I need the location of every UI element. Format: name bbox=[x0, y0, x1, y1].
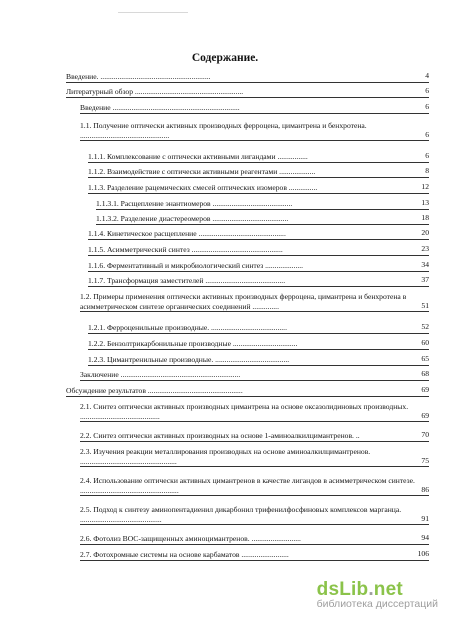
toc-entry-page: 13 bbox=[421, 198, 429, 207]
watermark-logo-main: dsLib bbox=[316, 579, 369, 600]
toc-entry-page: 69 bbox=[421, 410, 429, 420]
toc-entry-text: 1.1.6. Ферментативный и микробиологический синтез .................... bbox=[88, 261, 304, 270]
watermark-logo-dot: . bbox=[368, 579, 374, 600]
toc-entry-1-1-3[interactable] bbox=[88, 183, 429, 194]
toc-entry-page: 6 bbox=[425, 102, 429, 111]
toc-entry-1-2-1[interactable] bbox=[88, 323, 429, 334]
toc-entry-review-introduction[interactable] bbox=[80, 103, 429, 114]
watermark bbox=[317, 579, 438, 610]
scan-artifact-line bbox=[118, 12, 188, 13]
toc-entry-text: 1.1.1. Комплексование с оптически активными лигандами ................ bbox=[88, 152, 308, 161]
toc-entry-1-2-2[interactable] bbox=[88, 339, 429, 350]
toc-entry-2-5[interactable] bbox=[80, 505, 429, 525]
toc-entry-1-1-2[interactable] bbox=[88, 167, 429, 178]
toc-entry-text: 1.1.7. Трансформация заместителей .......................................... bbox=[88, 276, 286, 285]
toc-entry-1-1-7[interactable] bbox=[88, 276, 429, 287]
toc-entry-text: Введение. .......................................................... bbox=[66, 72, 211, 81]
toc-entry-1-1[interactable] bbox=[80, 121, 429, 141]
page-title: Содержание. bbox=[191, 52, 259, 64]
toc-entry-conclusion[interactable] bbox=[80, 370, 429, 381]
toc-entry-page: 106 bbox=[417, 549, 429, 558]
toc-entry-text: 2.1. Синтез оптически активных производных цимантрена на основе оксазолидиновых производных. .......................................... bbox=[80, 402, 409, 421]
toc-entry-text: 2.7. Фотохромные системы на основе карбаматов ......................... bbox=[80, 550, 289, 559]
toc-entry-literature-review[interactable] bbox=[66, 87, 429, 98]
toc-entry-introduction[interactable] bbox=[66, 72, 429, 83]
toc-entry-2-2[interactable] bbox=[80, 431, 429, 442]
toc-entry-2-6[interactable] bbox=[80, 534, 429, 545]
toc-entry-text: 1.1.2. Взаимодействие с оптически активными реагентами ................... bbox=[88, 167, 316, 176]
toc-entry-2-1[interactable] bbox=[80, 402, 429, 422]
toc-entry-page: 86 bbox=[421, 484, 429, 494]
toc-entry-text: Литературный обзор ......................................................... bbox=[66, 87, 244, 96]
toc-entry-text: 1.2. Примеры применения оптически активных производных ферроцена, цимантрена и бенхротена в асимметрическом синтезе органических соединений .............. bbox=[80, 292, 407, 311]
toc-entry-page: 37 bbox=[421, 275, 429, 284]
toc-entry-page: 23 bbox=[421, 244, 429, 253]
toc-entry-1-1-1[interactable] bbox=[88, 152, 429, 163]
toc-entry-1-2[interactable] bbox=[80, 292, 429, 312]
toc-entry-text: 1.1.3.1. Расщепление энантиомеров .......................................... bbox=[96, 199, 293, 208]
toc-entry-text: 1.1.3. Разделение рацемических смесей оптических изомеров ............... bbox=[88, 183, 318, 192]
toc-entry-1-1-3-1[interactable] bbox=[96, 199, 429, 210]
toc-entry-1-1-3-2[interactable] bbox=[96, 214, 429, 225]
toc-entry-page: 91 bbox=[421, 513, 429, 523]
toc-entry-text: Введение ................................................................... bbox=[80, 103, 240, 112]
toc-entry-page: 60 bbox=[421, 338, 429, 347]
toc-entry-page: 12 bbox=[421, 182, 429, 191]
toc-entry-text: Обсуждение результатов .................................................. bbox=[66, 386, 243, 395]
toc-entry-page: 70 bbox=[421, 430, 429, 439]
toc-entry-page: 20 bbox=[421, 228, 429, 237]
toc-entry-text: Заключение ............................................................... bbox=[80, 370, 241, 379]
toc-entry-page: 68 bbox=[421, 369, 429, 378]
toc-entry-2-7[interactable] bbox=[80, 550, 429, 561]
toc-entry-1-1-4[interactable] bbox=[88, 229, 429, 240]
toc-entry-text: 1.2.1. Ферроценильные производные. ........................................ bbox=[88, 323, 287, 332]
toc-entry-text: 2.4. Использование оптически активных цимантренов в качестве лигандов в асимметрическом синтезе. .................................................... bbox=[80, 476, 415, 495]
toc-entry-text: 2.5. Подход к синтезу аминопентадиенил дикарбонил трифенилфосфиновых комплексов марганца. ........................................... bbox=[80, 505, 402, 524]
toc-entry-page: 6 bbox=[425, 86, 429, 95]
toc-entry-page: 18 bbox=[421, 213, 429, 222]
toc-entry-text: 1.2.2. Бензолтрикарбонильные производные .................................. bbox=[88, 339, 298, 348]
toc-entry-discussion[interactable] bbox=[66, 386, 429, 397]
watermark-logo-tld: net bbox=[373, 579, 403, 600]
toc-entry-page: 94 bbox=[421, 533, 429, 542]
toc-entry-page: 4 bbox=[425, 71, 429, 80]
toc-entry-text: 2.2. Синтез оптически активных производных на основе 1-аминоалкилцимантренов. .. bbox=[80, 431, 360, 440]
toc-entry-text: 2.3. Изучения реакции металлирования производных на основе аминоалкилцимантренов. ................................................... bbox=[80, 447, 371, 466]
toc-entry-text: 1.2.3. Цимантренильные производные. ....................................... bbox=[88, 355, 290, 364]
toc-entry-1-1-6[interactable] bbox=[88, 261, 429, 272]
toc-entry-text: 1.1.3.2. Разделение диастереомеров ........................................ bbox=[96, 214, 289, 223]
toc-entry-page: 52 bbox=[421, 322, 429, 331]
toc-entry-page: 6 bbox=[425, 129, 429, 139]
toc-entry-1-1-5[interactable] bbox=[88, 245, 429, 256]
toc-entry-text: 1.1.4. Кинетическое расщепление .............................................. bbox=[88, 229, 286, 238]
toc-entry-text: 2.6. Фотолиз ВОС-защищенных аминоцимантренов. .......................... bbox=[80, 534, 301, 543]
watermark-subtitle: библиотека диссертаций bbox=[316, 598, 438, 610]
toc-entry-page: 6 bbox=[425, 151, 429, 160]
toc-entry-page: 65 bbox=[421, 354, 429, 363]
toc-entry-page: 8 bbox=[425, 166, 429, 175]
toc-entry-2-4[interactable] bbox=[80, 476, 429, 496]
toc-entry-2-3[interactable] bbox=[80, 447, 429, 467]
toc-entry-page: 69 bbox=[421, 385, 429, 394]
toc-entry-page: 34 bbox=[421, 260, 429, 269]
toc-entry-1-2-3[interactable] bbox=[88, 355, 429, 366]
toc-entry-page: 51 bbox=[421, 300, 429, 310]
toc-entry-text: 1.1. Получение оптически активных производных ферроцена, цимантрена и бенхротена. ............................................... bbox=[80, 121, 367, 140]
toc-entry-page: 75 bbox=[421, 455, 429, 465]
toc-entry-text: 1.1.5. Асимметрический синтез ................................................ bbox=[88, 245, 283, 254]
